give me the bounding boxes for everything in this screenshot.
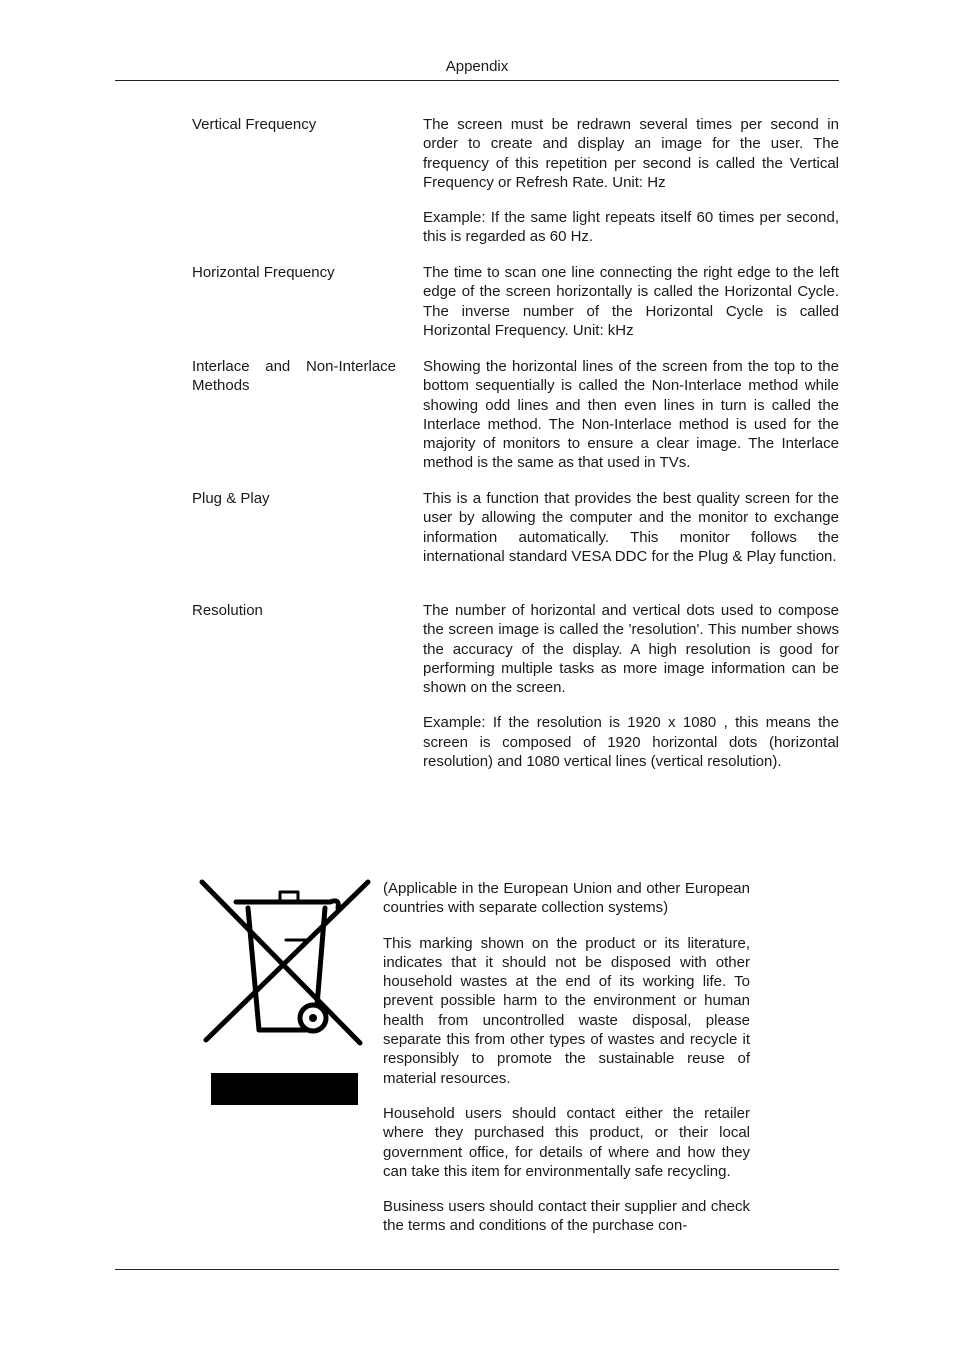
glossary-term: Resolution (192, 602, 263, 619)
definition-paragraph: Example: If the resolution is 1920 x 1080 , this means the screen is composed of 1920 horizontal dots (horizontal resolution) and 1080 vertical lines (vertical resolution). (423, 714, 839, 771)
glossary-definition (423, 489, 839, 566)
crossed-out-wheelie-bin-icon (198, 878, 374, 1108)
glossary-definition (423, 357, 839, 473)
glossary-term: Plug & Play (192, 490, 270, 507)
glossary-definition (423, 601, 839, 771)
glossary-definition (423, 115, 839, 247)
weee-paragraph: (Applicable in the European Union and other European countries with separate collection systems) (383, 880, 750, 917)
glossary-term: Interlace and Non-Interlace Methods (192, 358, 396, 395)
definition-paragraph: The time to scan one line connecting the right edge to the left edge of the screen horizontally is called the Horizontal Cycle. The inverse number of the Horizontal Cycle is called Horizontal Frequency. Unit: kHz (423, 264, 839, 339)
weee-text (383, 879, 750, 1236)
footer-rule (115, 1269, 839, 1270)
definition-paragraph: Example: If the same light repeats itself 60 times per second, this is regarded as 60 Hz. (423, 209, 839, 246)
definition-paragraph: Showing the horizontal lines of the screen from the top to the bottom sequentially is called the Non-Interlace method while showing odd lines and then even lines in turn is called the Interlace method. The Non-Interlace method is used for the majority of monitors to ensure a clear image. The Interlace method is the same as that used in TVs. (423, 358, 839, 472)
header-title: Appendix (445, 58, 509, 75)
weee-paragraph: Business users should contact their supplier and check the terms and conditions of the purchase con- (383, 1198, 750, 1235)
glossary-term: Vertical Frequency (192, 116, 317, 133)
header-rule (115, 80, 839, 81)
definition-paragraph: The screen must be redrawn several times per second in order to create and display an image for the user. The frequency of this repetition per second is called the Vertical Frequency or Refresh Rate. Unit: Hz (423, 116, 839, 191)
weee-paragraph: Household users should contact either the retailer where they purchased this product, or their local government office, for details of where and how they can take this item for environmentally safe recycling. (383, 1104, 750, 1180)
glossary-definition (423, 263, 839, 340)
glossary-term: Horizontal Frequency (192, 264, 335, 281)
definition-paragraph: This is a function that provides the best quality screen for the user by allowing the computer and the monitor to exchange information automatically. This monitor follows the international standard VESA DDC for the Plug & Play function. (423, 490, 839, 565)
definition-paragraph: The number of horizontal and vertical dots used to compose the screen image is called the 'resolution'. This number shows the accuracy of the display. A high resolution is good for performing multiple tasks as more image information can be shown on the screen. (423, 602, 839, 697)
weee-paragraph: This marking shown on the product or its literature, indicates that it should not be disposed with other household wastes at the end of its working life. To prevent possible harm to the environment or human health from uncontrolled waste disposal, please separate this from other types of wastes and recycle it responsibly to promote the sustainable reuse of material resources. (383, 934, 750, 1087)
